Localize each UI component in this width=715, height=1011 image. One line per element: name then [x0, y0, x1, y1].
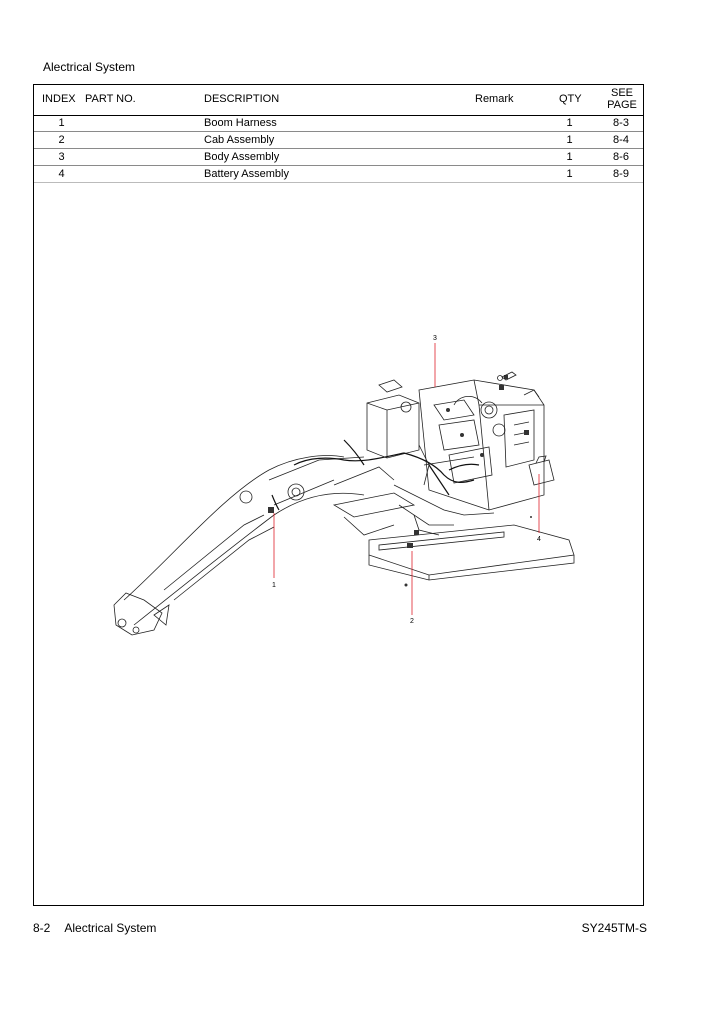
footer-page-number: 8-2 [33, 921, 51, 935]
parts-frame [33, 84, 644, 906]
row-see-page: 8-9 [613, 168, 629, 180]
row-qty: 1 [566, 151, 573, 163]
row-index: 2 [58, 134, 65, 146]
row-index: 3 [58, 151, 65, 163]
header-description: DESCRIPTION [204, 93, 280, 105]
footer-section: Alectrical System [64, 921, 157, 935]
callout-4: 4 [537, 536, 541, 543]
row-description: Cab Assembly [204, 134, 275, 146]
header-see-page-line2: PAGE [607, 99, 637, 111]
header-index: INDEX [42, 93, 76, 105]
callout-3: 3 [433, 335, 437, 342]
row-qty: 1 [566, 168, 573, 180]
row-description: Body Assembly [204, 151, 280, 163]
header-part-no: PART NO. [85, 93, 136, 105]
callout-2: 2 [410, 618, 414, 625]
wiring-harness [272, 440, 479, 510]
page-title: Alectrical System [43, 60, 136, 74]
boom-outline [114, 456, 394, 635]
excavator-drawing [34, 85, 642, 903]
header-remark: Remark [475, 93, 514, 105]
row-qty: 1 [566, 134, 573, 146]
row-see-page: 8-4 [613, 134, 629, 146]
header-see-page-line1: SEE [610, 87, 633, 99]
row-see-page: 8-3 [613, 117, 629, 129]
row-qty: 1 [566, 117, 573, 129]
row-see-page: 8-6 [613, 151, 629, 163]
row-description: Battery Assembly [204, 168, 289, 180]
header-qty: QTY [559, 93, 582, 105]
engine-block [367, 380, 554, 535]
row-index: 4 [58, 168, 65, 180]
callout-1: 1 [272, 582, 276, 589]
callout-labels [272, 335, 541, 625]
footer-left [33, 921, 156, 935]
row-description: Boom Harness [204, 117, 277, 129]
row-index: 1 [58, 117, 65, 129]
component-markers [268, 375, 532, 587]
footer-model: SY245TM-S [581, 921, 647, 935]
